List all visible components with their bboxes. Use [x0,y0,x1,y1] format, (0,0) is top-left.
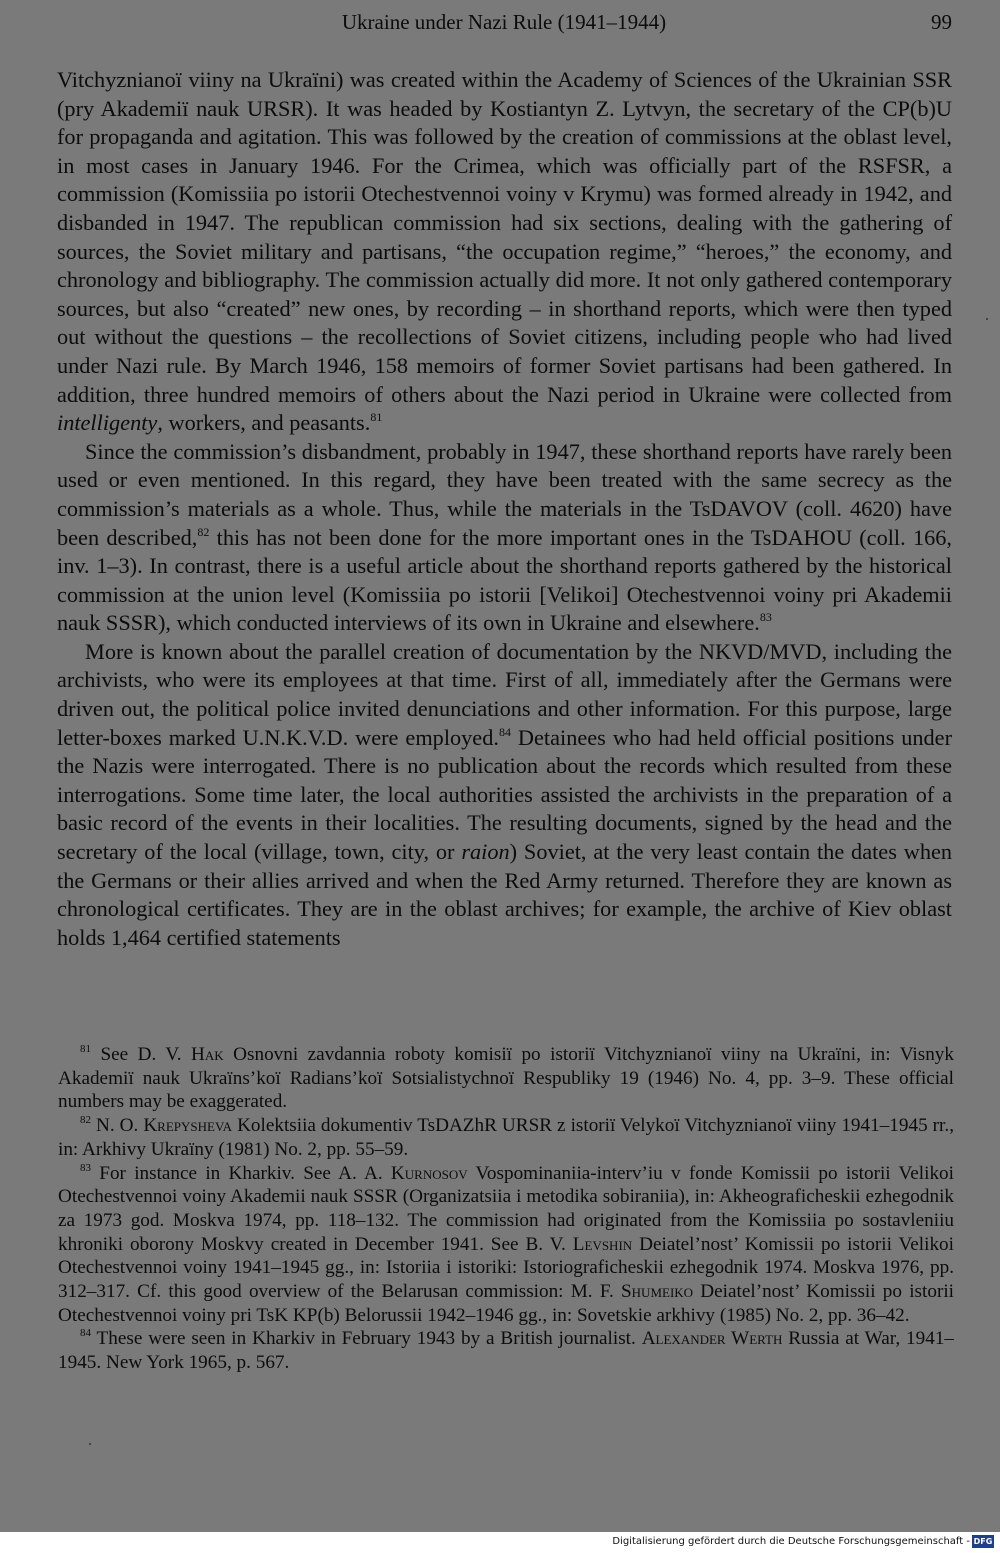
text-run: Vospominaniia-interv’iu v fonde Komissii po istorii Velikoi Otechestvennoi voiny Akademii nauk SSSR (Organizatsiia i metodika sobiraniia), in: Akheograficheskii ezhegodnik za 1973 god. Moskva 1974, pp. 118–132. The commission had originated from the Komissiia po sostavleniiu khroniki oborony Moskvy created in December 1941. See B. V. [58,1162,954,1255]
footer-bar [0,1532,1000,1553]
text-run: More is known about the parallel creation of documentation by the NKVD/MVD, including the archivists, who were its employees at that time. First of all, immediately after the Germans were driven out, the political police invited denunciations and other information. For this purpose, large letter-boxes marked U.N.K.V.D. were employed. [57,638,952,750]
italic-term: raion [461,839,510,865]
text-run: Kolektsiia dokumentiv TsDAZhR URSR z istoriï Velykoï Vitchyznianoï viiny 1941–1945 rr., in: Arkhivy Ukraïny (1981) No. 2, pp. 55–59. [58,1115,954,1160]
author-name: Krepysheva [143,1115,233,1137]
footnote-ref: 82 [197,524,210,539]
text-run: this has not been done for the more important ones in the TsDAHOU (coll. 166, inv. 1–3). In contrast, there is a useful article about the shorthand reports gathered by the historical commission at the union level (Komissiia po istorii [Velikoi] Otechestvennoi voiny pri Akademii nauk SSSR), which conducted interviews of its own in Ukraine and elsewhere. [57,524,952,636]
text-run: ) Soviet, at the very least contain the dates when the Germans or their allies arrived and when the Red Army returned. Therefore they are known as chronological certificates. They are in the oblast archives; for example, the archive of Kiev oblast holds 1,464 certified statements [57,839,953,950]
scan-speck [89,1443,91,1445]
author-name: Levshin [572,1233,633,1255]
text-run: Detainees who had held official positions under the Nazis were interrogated. There is no publication about the records which resulted from these interrogations. Some time later, the local authorities assisted the archivists in the preparation of a basic record of the events in their localities. The resulting documents, signed by the head and the secretary of the local (village, town, city, or [57,724,952,865]
running-header [56,8,952,36]
paragraph [57,438,952,638]
text-run: Osnovni zavdannia roboty komisiï po istoriï Vitchyznianoï viiny na Ukraïni, in: Visnyk Akademiï nauk Ukraïns’koï Radians’koï Sotsialistychnoï Respubliky 19 (1946) No. 4, pp. 3–9. These official numbers may be exaggerated. [58,1044,954,1113]
funding-credit: Digitalisierung gefördert durch die Deutsche Forschungsgemeinschaft - [612,1536,970,1547]
footnote [58,1114,954,1161]
page-number: 99 [931,10,952,34]
author-name: Alexander Werth [641,1328,783,1350]
text-run: See D. V. [91,1044,192,1065]
footnote-ref: 82 [80,1114,91,1127]
paragraph [57,638,952,953]
text-run: Since the commission’s disbandment, probably in 1947, these shorthand reports have rarely been used or even mentioned. In this regard, they have been treated with the same secrecy as the commission’s materials as a whole. Thus, while the materials in the TsDAVOV (coll. 4620) have been described, [57,438,952,550]
text-run: Deiatel’nost’ Komissii po istorii Otechestvennoi voiny pri TsK KP(b) Belorussii 1942–1946 gg., in: Sovetskie arkhivy (1985) No. 2, pp. 36–42. [58,1281,954,1326]
body-text [57,66,952,952]
footnotes [58,1043,954,1375]
text-run: For instance in Kharkiv. See A. A. [91,1162,391,1184]
footnote-ref: 83 [759,610,772,625]
text-run: , workers, and peasants. [157,410,371,436]
footnote-ref: 81 [80,1043,91,1055]
running-title: Ukraine under Nazi Rule (1941–1944) [341,10,667,34]
paragraph [57,66,952,438]
text-run: N. O. [91,1115,144,1137]
italic-term: intelligenty [57,410,158,436]
footnote-ref: 84 [80,1327,91,1340]
footnote [58,1327,954,1374]
footnote-ref: 83 [80,1161,91,1174]
text-run: Deiatel’nost’ Komissii po istorii Velikoi Otechestvennoi voiny 1941–1945 gg., in: Istoriia i istoriki: Istoriograficheskii ezhegodnik 1974. Moskva 1976, pp. 312–317. Cf. this good overview of the Belarusan commission: M. F. [58,1233,954,1303]
author-name: Hak [191,1044,224,1065]
dfg-logo: DFG [973,1537,993,1546]
footnote [58,1043,954,1114]
footnote-ref: 81 [370,410,383,425]
footnote-ref: 84 [498,724,511,739]
author-name: Shumeiko [621,1281,694,1303]
text-run: These were seen in Kharkiv in February 1943 by a British journalist. [91,1328,642,1350]
text-run: Russia at War, 1941–1945. New York 1965, p. 567. [58,1328,955,1374]
text-run: Vitchyznianoï viiny na Ukraïni) was created within the Academy of Sciences of the Ukrainian SSR (pry Akademiï nauk URSR). It was headed by Kostiantyn Z. Lytvyn, the secretary of the CP(b)U for propaganda and agitation. This was followed by the creation of commissions at the oblast level, in most cases in January 1946. For the Crimea, which was officially part of the RSFSR, a commission (Komissiia po istorii Otechestvennoi voiny v Krymu) was formed already in 1942, and disbanded in 1947. The republican commission had six sections, dealing with the gathering of sources, the Soviet military and partisans, “the occupation regime,” “heroes,” the economy, and chronology and bibliography. The commission actually did more. It not only gathered contemporary sources, but also “created” new ones, by recording – in shorthand reports, which were then typed out without the questions – the recollections of Soviet citizens, including people who had lived under Nazi rule. By March 1946, 158 memoirs of former Soviet partisans had been gathered. In addition, three hundred memoirs of others about the Nazi period in Ukraine were collected from [57,67,952,407]
scan-speck [986,318,988,320]
author-name: Kurnosov [390,1162,468,1184]
footnote [58,1162,954,1328]
